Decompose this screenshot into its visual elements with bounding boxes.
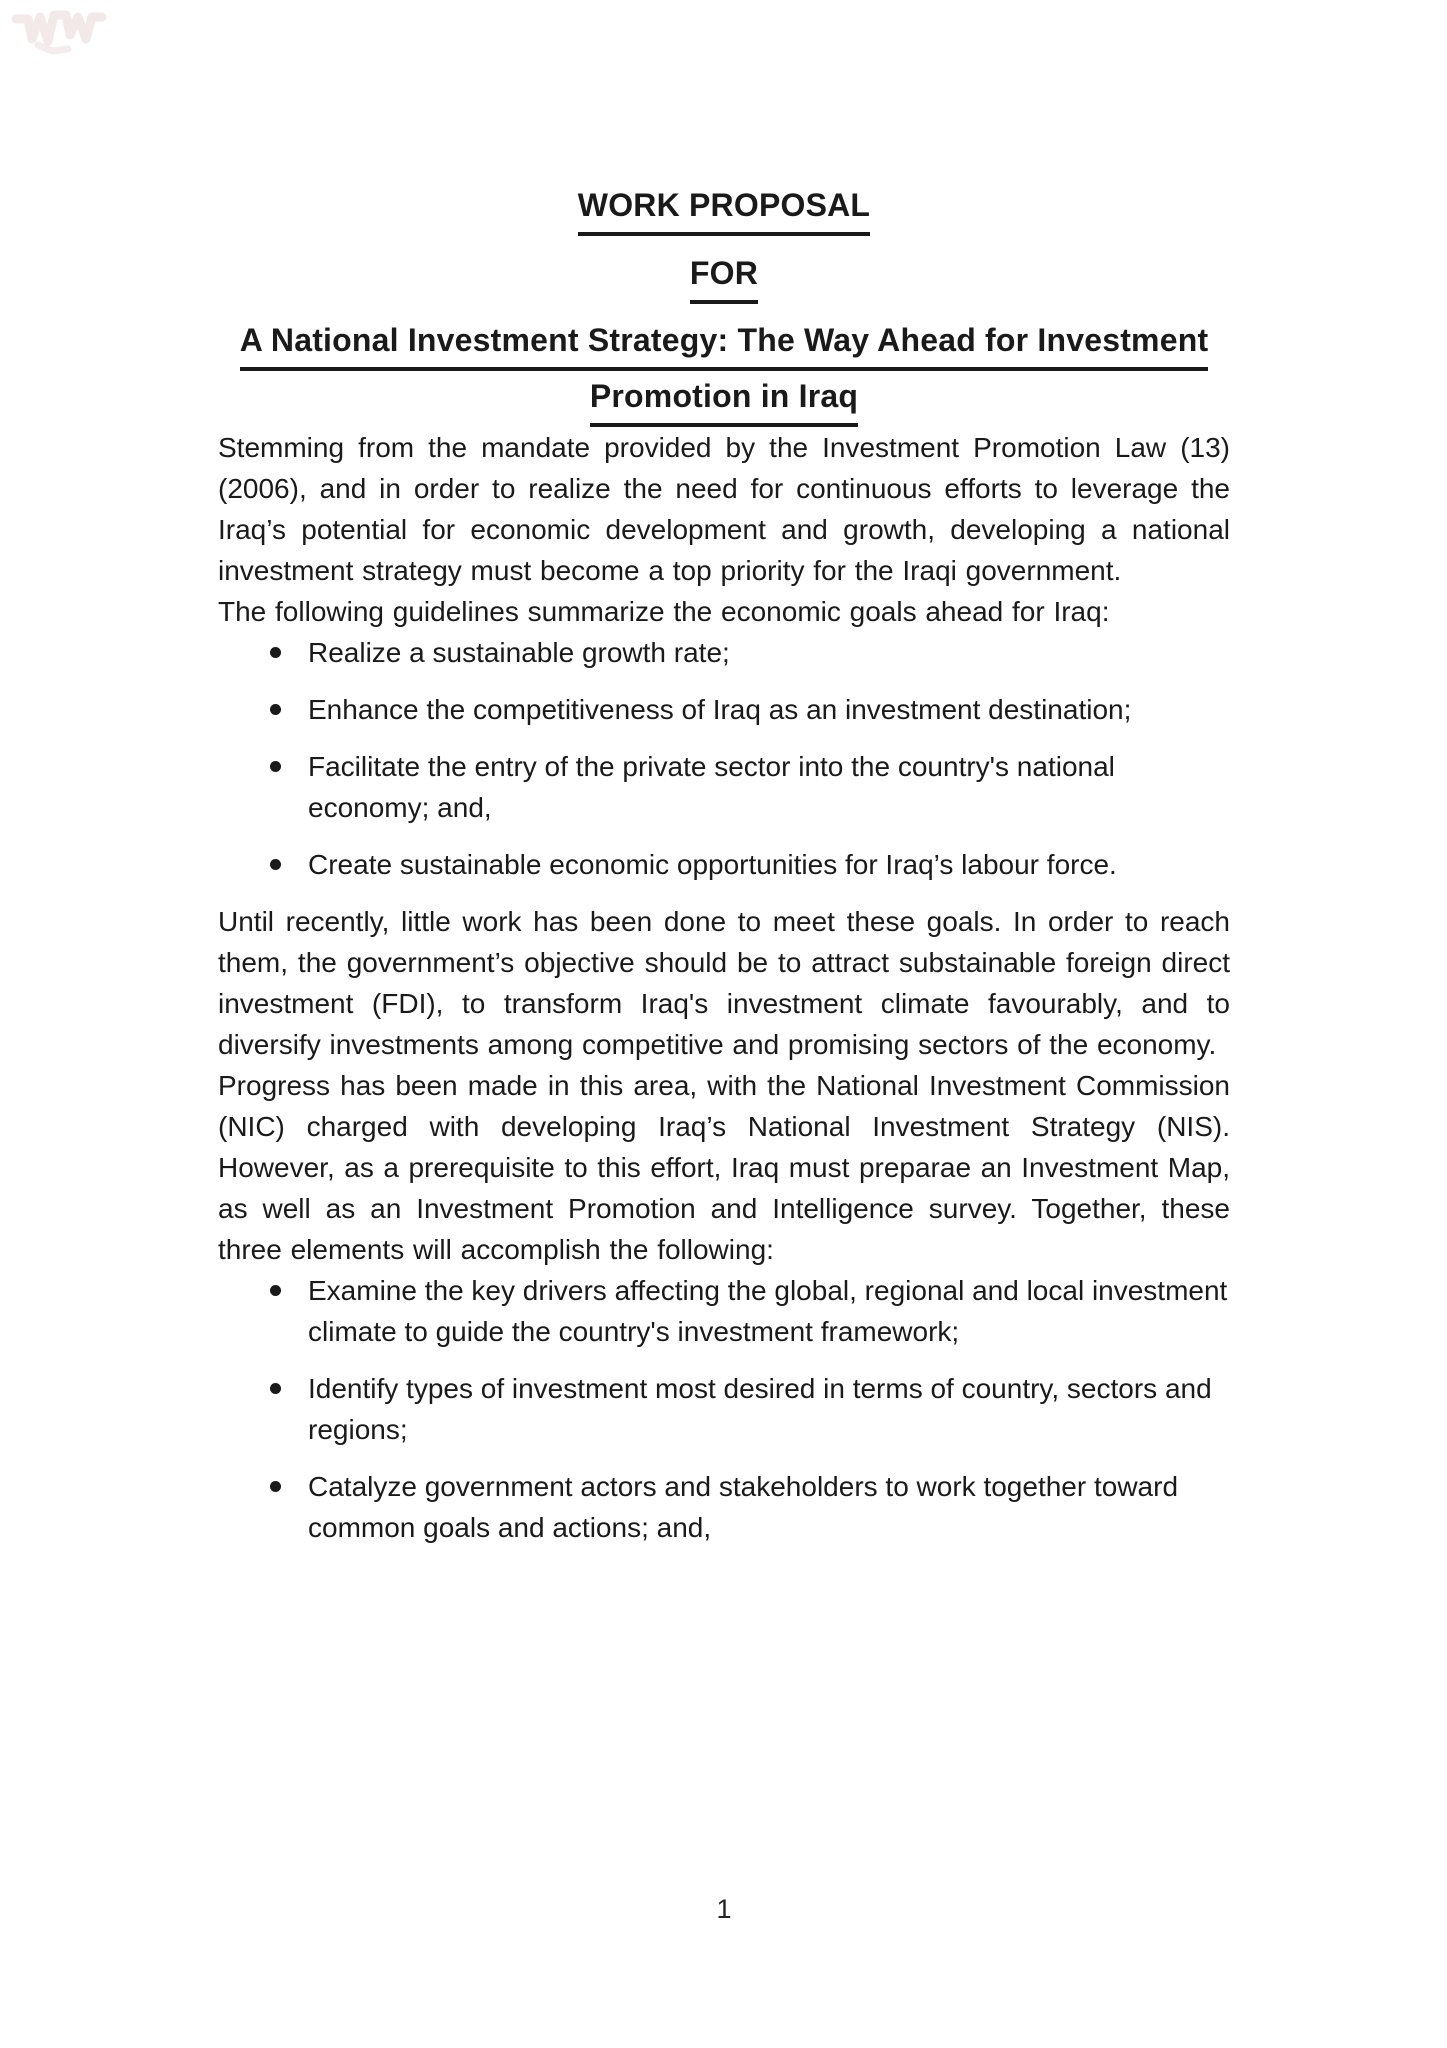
- list-item: [218, 844, 1230, 885]
- corner-watermark-icon: [8, 5, 108, 57]
- paragraph-until-recently: Until recently, little work has been done to meet these goals. In order to reach them, the government’s objective should be to attract substainable foreign direct investment (FDI), to transform Iraq's investment climate favourably, and to diversify investments among competitive and promising sectors of the economy.: [218, 906, 1230, 1060]
- bullet-icon: [270, 1285, 281, 1296]
- goals-list: [218, 632, 1230, 885]
- list-item: [218, 1368, 1230, 1450]
- list-item: [218, 689, 1230, 730]
- bullet-icon: [270, 859, 281, 870]
- elements-list: [218, 1270, 1230, 1548]
- list-item: [218, 1270, 1230, 1352]
- bullet-icon: [270, 761, 281, 772]
- subtitle-line-2: Promotion in Iraq: [590, 371, 858, 427]
- paragraph-intro: Stemming from the mandate provided by the Investment Promotion Law (13) (2006), and in order to realize the need for continuous efforts to leverage the Iraq’s potential for economic development and growth, developing a national investment strategy must become a top priority for the Iraqi government.: [218, 432, 1230, 586]
- title-line-1: WORK PROPOSAL: [578, 180, 870, 236]
- list-item-text: Identify types of investment most desired in terms of country, sectors and regions;: [308, 1373, 1212, 1445]
- subtitle-line-1: A National Investment Strategy: The Way Ahead for Investment: [240, 315, 1209, 371]
- page-number: 1: [716, 1894, 732, 1924]
- list-item: [218, 632, 1230, 673]
- list-item: [218, 746, 1230, 828]
- list-item-text: Create sustainable economic opportunities for Iraq’s labour force.: [308, 849, 1117, 880]
- bullet-icon: [270, 1481, 281, 1492]
- list-item-text: Facilitate the entry of the private sector into the country's national economy; and,: [308, 751, 1115, 823]
- bullet-icon: [270, 1383, 281, 1394]
- list-item-text: Examine the key drivers affecting the global, regional and local investment climate to guide the country's investment framework;: [308, 1275, 1228, 1347]
- list-item-text: Enhance the competitiveness of Iraq as an investment destination;: [308, 694, 1132, 725]
- subtitle-row-2: [218, 371, 1230, 427]
- list-item-text: Realize a sustainable growth rate;: [308, 637, 730, 668]
- list-item-text: Catalyze government actors and stakeholders to work together toward common goals and actions; and,: [308, 1471, 1179, 1543]
- paragraph-goals-intro: The following guidelines summarize the economic goals ahead for Iraq:: [218, 596, 1110, 627]
- document-title-for: [218, 248, 1230, 304]
- subtitle-row-1: [218, 315, 1230, 371]
- document-subtitle: [218, 315, 1230, 427]
- paragraph-progress: Progress has been made in this area, with the National Investment Commission (NIC) charged with developing Iraq’s National Investment Strategy (NIS). However, as a prerequisite to this effort, Iraq must preparae an Investment Map, as well as an Investment Promotion and Intelligence survey. Together, these three elements will accomplish the following:: [218, 1070, 1230, 1265]
- title-line-2: FOR: [690, 248, 758, 304]
- document-title: [218, 180, 1230, 236]
- list-item: [218, 1466, 1230, 1548]
- bullet-icon: [270, 704, 281, 715]
- bullet-icon: [270, 647, 281, 658]
